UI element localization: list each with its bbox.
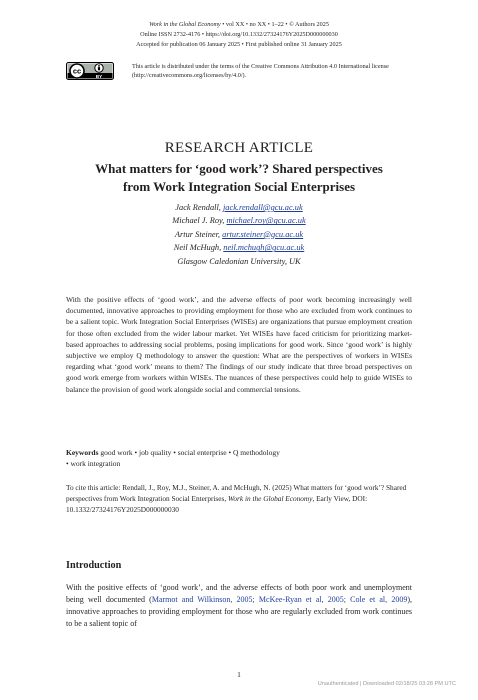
title-line-1: What matters for ‘good work’? Shared perspectives (95, 161, 383, 176)
author-name: Neil McHugh, (173, 243, 222, 253)
keywords-line-2: • work integration (66, 459, 121, 469)
publication-dates-line: Accepted for publication 06 January 2025 • First published online 31 January 2025 (136, 41, 342, 48)
author-entry (0, 201, 478, 214)
cc-logo-text: cc (72, 66, 82, 76)
citation-suffix: , Early View, DOI: 10.1332/27324176Y2025D000000030 (66, 494, 368, 514)
download-watermark: Unauthenticated | Downloaded 02/18/25 03:28 PM UTC (317, 681, 456, 687)
article-type-heading: RESEARCH ARTICLE (164, 140, 314, 156)
page-number: 1 (237, 670, 241, 679)
journal-info-line (0, 20, 478, 30)
affiliation: Glasgow Caledonian University, UK (177, 256, 301, 266)
issue-info: • vol XX • no XX • 1–22 • © Authors 2025 (220, 21, 329, 28)
author-entry (0, 214, 478, 227)
author-name: Jack Rendall, (175, 203, 221, 212)
citation (66, 482, 412, 515)
author-name: Artur Steiner, (174, 229, 221, 239)
citation-prefix: To cite this article: Rendall, J., Roy, M.J., Steiner, A. and McHugh, N. (2025) What matters for ‘good work’? Shared perspectives from Work Integration Social Enterprises, (66, 483, 407, 503)
author-entry (0, 241, 478, 254)
issn-doi-line[interactable]: Online ISSN 2732-4176 • https://doi.org/10.1332/27324176Y2025D000000030 (140, 31, 338, 38)
keywords (66, 447, 412, 469)
author-email-link[interactable]: michael.roy@gcu.ac.uk (226, 216, 306, 226)
author-entry (0, 228, 478, 241)
cc-by-text: BY (95, 74, 103, 79)
author-list (0, 201, 478, 268)
author-name: Michael J. Roy, (172, 216, 225, 226)
introduction-paragraph (66, 582, 412, 630)
keywords-label: Keywords (66, 448, 99, 457)
citation-journal: Work in the Global Economy (228, 494, 313, 503)
cc-by-license-icon[interactable] (66, 62, 114, 80)
keywords-line-1: good work • job quality • social enterprise • Q methodology (98, 448, 280, 457)
section-heading-introduction: Introduction (66, 560, 122, 571)
abstract: With the positive effects of ‘good work’, and the adverse effects of poor work becoming increasingly well documented, innovative approaches to providing employment for those who are excluded from work continues to be a salient topic. Work Integration Social Enterprises (WISEs) are organizations that pursue employment creation for those often excluded from the wider labour market. Yet WISEs have faced criticism for prioritizing market-based approaches to addressing social problems, posing implications for good work. Since ‘good work’ is highly subjective we employ Q methodology to answer the question: What are the perspectives of workers in WISEs regarding what ‘good work’ means to them? The findings of our study indicate that three broad perspectives on good work emerge from workers within WISEs. The nuances of these perspectives could help to guide WISEs to balance the provision of good work alongside social and commercial tensions. (66, 295, 412, 394)
article-title (40, 160, 438, 196)
reference-link[interactable]: Marmot and Wilkinson, 2005; McKee-Ryan et al, 2005; Cole et al, 2009 (151, 595, 408, 604)
author-email-link[interactable]: jack.rendall@gcu.ac.uk (222, 203, 303, 212)
journal-name: Work in the Global Economy (149, 21, 221, 28)
author-email-link[interactable]: neil.mchugh@gcu.ac.uk (223, 243, 305, 253)
license-text: This article is distributed under the terms of the Creative Commons Attribution 4.0 International license (http://creativecommons.org/licenses/by/4.0/). (132, 63, 389, 80)
title-line-2: from Work Integration Social Enterprises (122, 179, 356, 194)
intro-text-part-2: ), innovative approaches to providing employment for those who are regularly excluded from work continues to be a salient topic of (66, 595, 412, 628)
author-email-link[interactable]: artur.steiner@gcu.ac.uk (222, 229, 304, 239)
intro-text-part-1: With the positive effects of ‘good work’, and the adverse effects of both poor work and unemployment being well documented ( (66, 583, 412, 604)
